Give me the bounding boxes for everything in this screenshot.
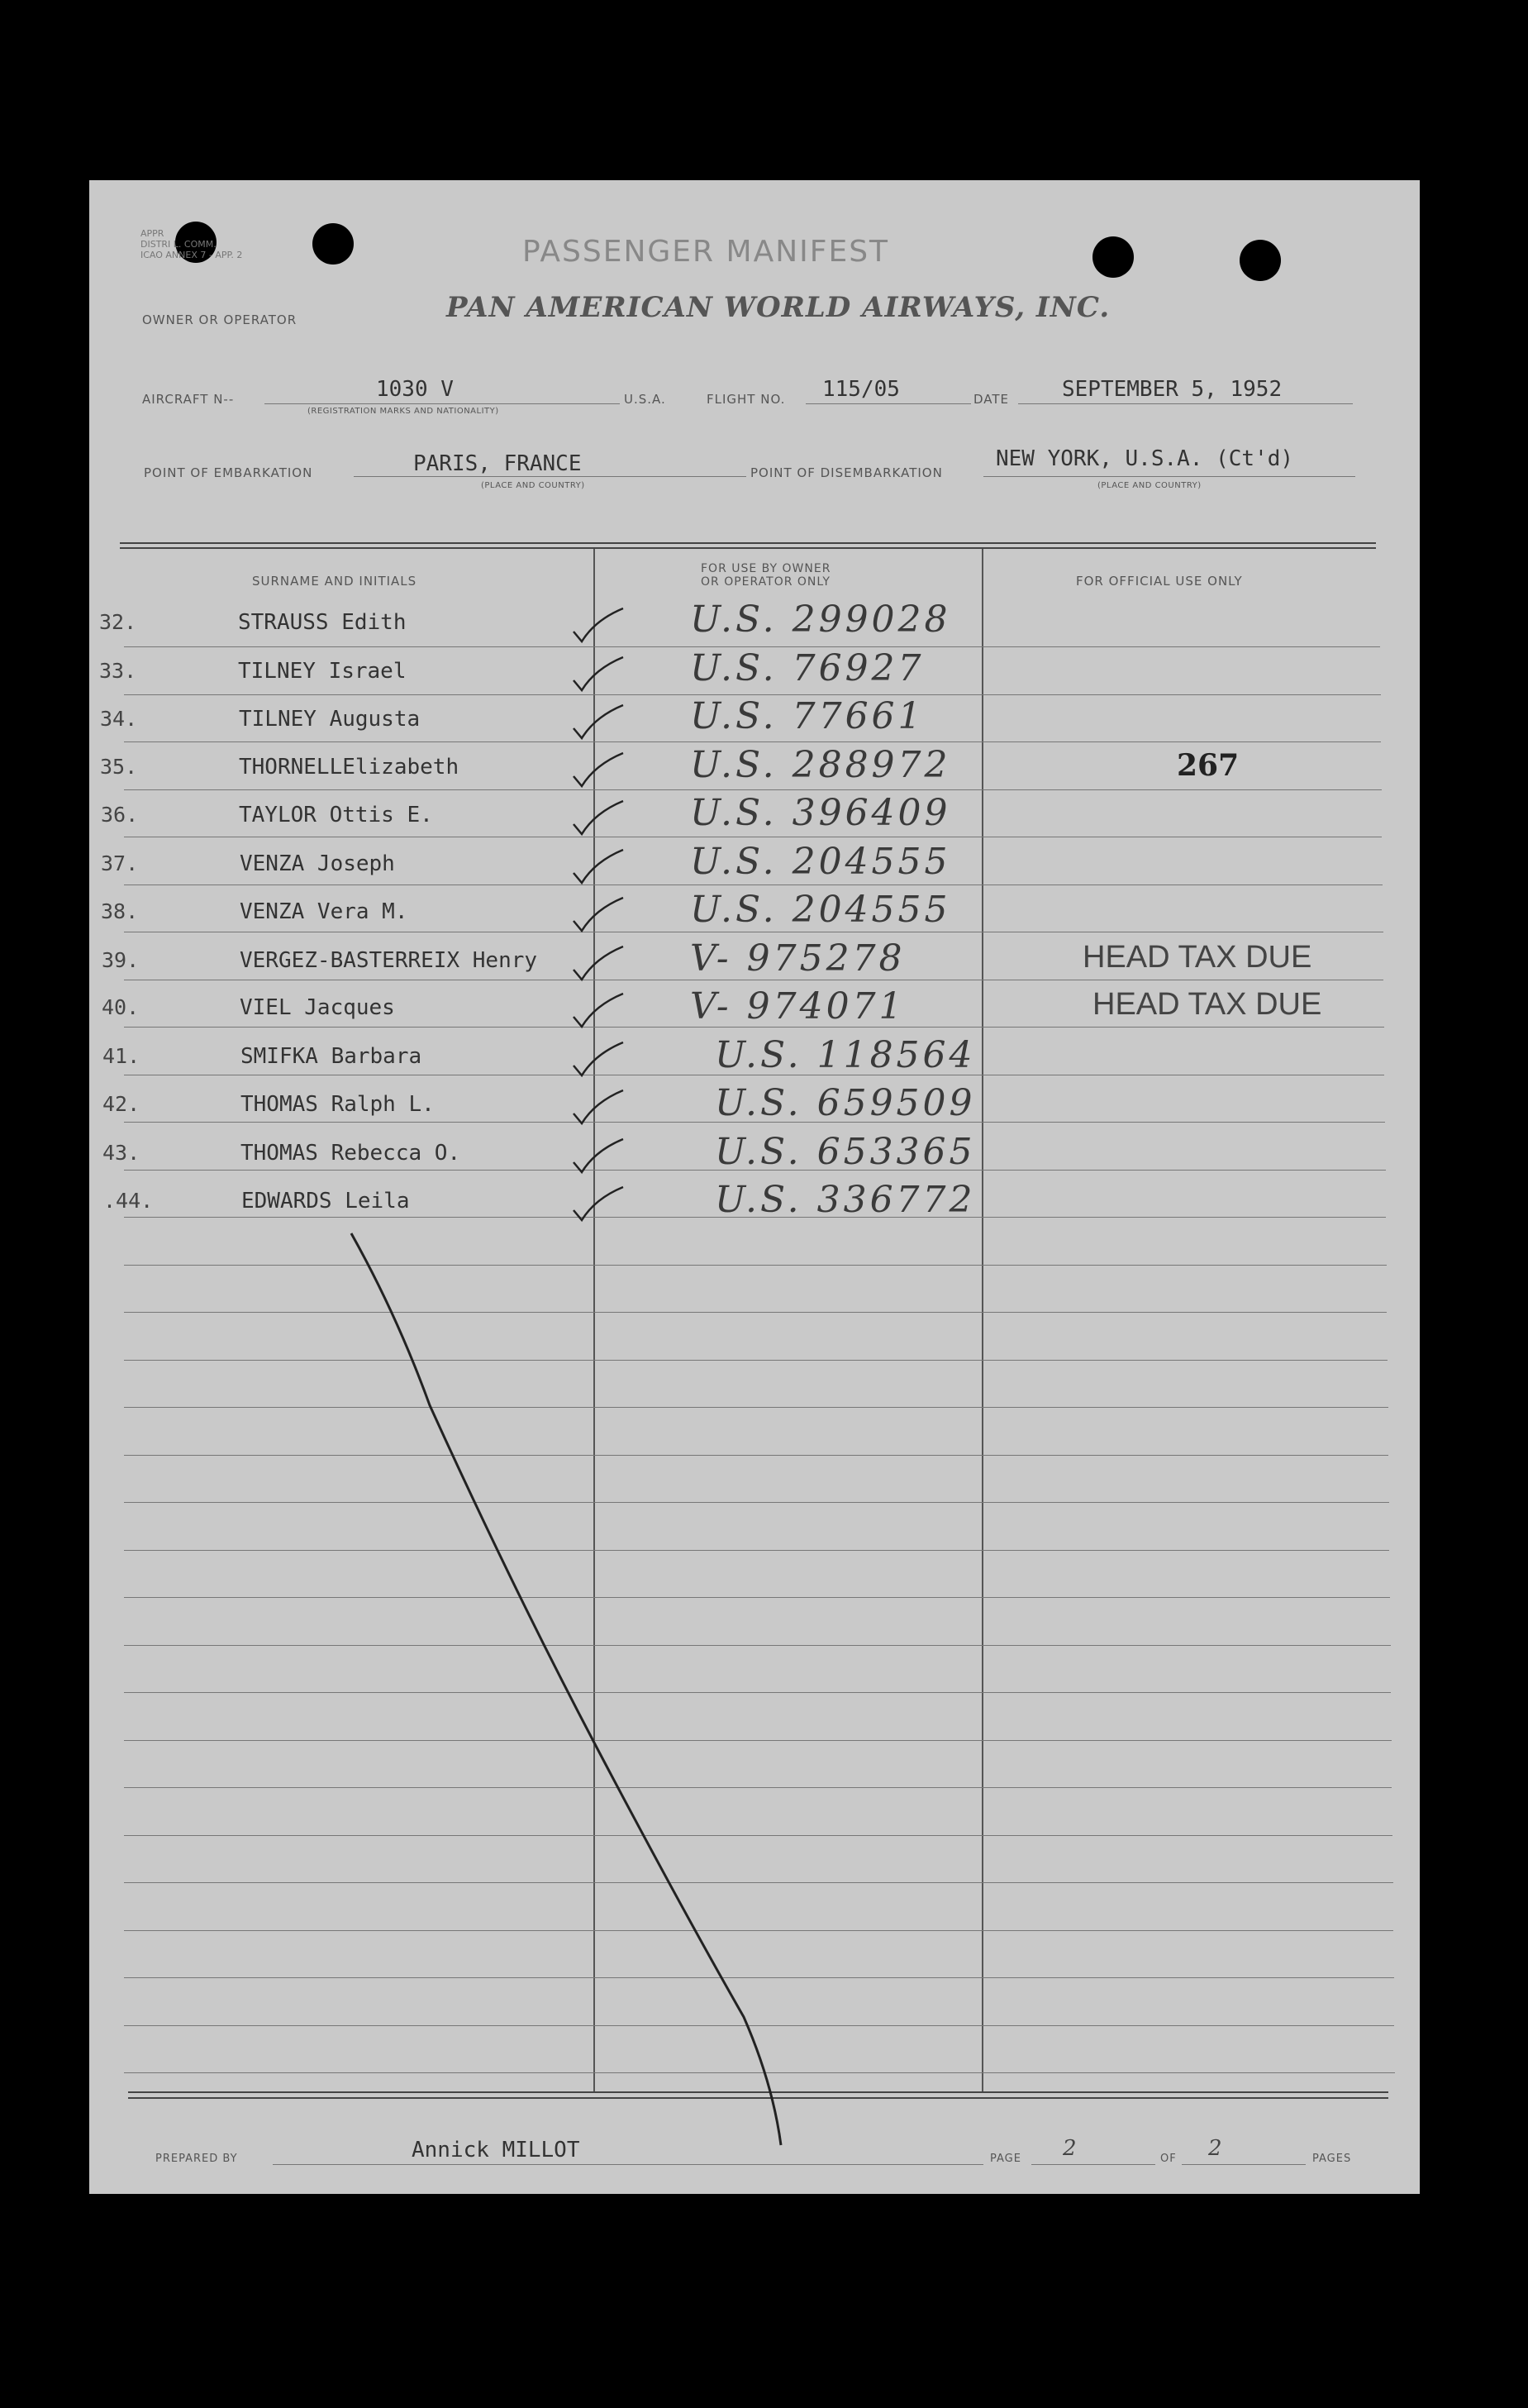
row-number: 32. (99, 610, 137, 634)
row-number: 41. (102, 1043, 140, 1068)
passport-number: U.S. 396409 (690, 792, 951, 834)
passenger-name: TILNEY Augusta (239, 707, 421, 732)
passenger-name: VERGEZ-BASTERREIX Henry (240, 947, 538, 973)
head-tax-stamp: HEAD TAX DUE (1092, 987, 1322, 1022)
passenger-name: TAYLOR Ottis E. (239, 803, 433, 827)
embark-sublabel: (PLACE AND COUNTRY) (481, 481, 585, 490)
date-value: SEPTEMBER 5, 1952 (1062, 377, 1283, 402)
disembark-label: POINT OF DISEMBARKATION (750, 465, 943, 480)
passenger-name: THOMAS Ralph L. (240, 1092, 435, 1117)
passenger-name: VENZA Joseph (240, 851, 395, 876)
row-number: .44. (103, 1189, 154, 1213)
head-tax-stamp: HEAD TAX DUE (1083, 939, 1312, 975)
passenger-name: VENZA Vera M. (240, 899, 408, 924)
pages-label: PAGES (1312, 2153, 1352, 2165)
passport-number: U.S. 653365 (715, 1130, 976, 1173)
passenger-name: EDWARDS Leila (241, 1189, 410, 1214)
passenger-name: THORNELLElizabeth (239, 754, 459, 780)
embark-value: PARIS, FRANCE (413, 451, 582, 476)
row-number: 39. (102, 947, 140, 972)
passenger-name: THOMAS Rebecca O. (240, 1140, 461, 1166)
page-title: PASSENGER MANIFEST (522, 235, 890, 269)
disembark-value: NEW YORK, U.S.A. (Ct'd) (996, 446, 1294, 471)
passport-number: U.S. 299028 (690, 598, 951, 641)
passport-number: U.S. 204555 (690, 889, 951, 931)
col-header-official: FOR OFFICIAL USE ONLY (1076, 574, 1243, 589)
col-header-name: SURNAME AND INITIALS (252, 574, 417, 589)
flight-value: 115/05 (822, 377, 900, 402)
owner-value: PAN AMERICAN WORLD AIRWAYS, INC. (446, 291, 1111, 324)
page-underline (1031, 2164, 1155, 2165)
passport-number: V- 975278 (690, 937, 906, 980)
embark-label: POINT OF EMBARKATION (144, 465, 313, 480)
prepared-value: Annick MILLOT (412, 2138, 580, 2162)
aircraft-sublabel: (REGISTRATION MARKS AND NATIONALITY) (307, 407, 499, 416)
corner-stamp-line: APPR (140, 228, 164, 239)
prepared-label: PREPARED BY (155, 2153, 238, 2165)
page-value: 2 (1063, 2136, 1077, 2161)
of-underline (1182, 2164, 1306, 2165)
passport-number: U.S. 288972 (690, 743, 951, 786)
corner-stamp-line: DISTRI L. COMM. (140, 239, 217, 250)
row-number: 38. (101, 899, 139, 923)
row-number: 37. (101, 851, 139, 875)
row-number: 43. (102, 1140, 140, 1165)
disembark-sublabel: (PLACE AND COUNTRY) (1097, 481, 1202, 490)
aircraft-country: U.S.A. (624, 392, 666, 407)
col-header-operator-2: OR OPERATOR ONLY (701, 575, 831, 589)
date-label: DATE (973, 392, 1010, 407)
passport-number: V- 974071 (690, 985, 906, 1028)
row-number: 34. (100, 707, 138, 731)
passenger-name: VIEL Jacques (240, 995, 395, 1020)
passport-number: U.S. 76927 (690, 646, 925, 689)
passenger-name: SMIFKA Barbara (240, 1043, 422, 1069)
passport-number: U.S. 118564 (715, 1033, 976, 1076)
official-number: 267 (1177, 747, 1240, 783)
corner-stamp-line: ICAO ANNEX 7 - APP. 2 (140, 250, 243, 260)
row-number: 35. (100, 754, 138, 779)
passenger-name: STRAUSS Edith (238, 610, 407, 635)
passenger-name: TILNEY Israel (238, 658, 407, 684)
aircraft-value: 1030 V (376, 377, 454, 402)
aircraft-label: AIRCRAFT N-- (142, 392, 235, 407)
passport-number: U.S. 77661 (690, 695, 925, 737)
row-number: 33. (99, 658, 137, 683)
row-number: 40. (102, 995, 140, 1019)
of-value: 2 (1208, 2136, 1222, 2161)
col-header-operator-1: FOR USE BY OWNER (701, 562, 831, 575)
row-number: 36. (101, 803, 139, 827)
flight-label: FLIGHT NO. (707, 392, 786, 407)
page-label: PAGE (990, 2153, 1021, 2165)
passport-number: U.S. 204555 (690, 840, 951, 883)
prepared-underline (273, 2164, 983, 2165)
row-number: 42. (102, 1092, 140, 1116)
passport-number: U.S. 336772 (715, 1179, 976, 1221)
of-label: OF (1160, 2153, 1177, 2165)
passport-number: U.S. 659509 (715, 1082, 976, 1124)
owner-label: OWNER OR OPERATOR (142, 312, 298, 327)
